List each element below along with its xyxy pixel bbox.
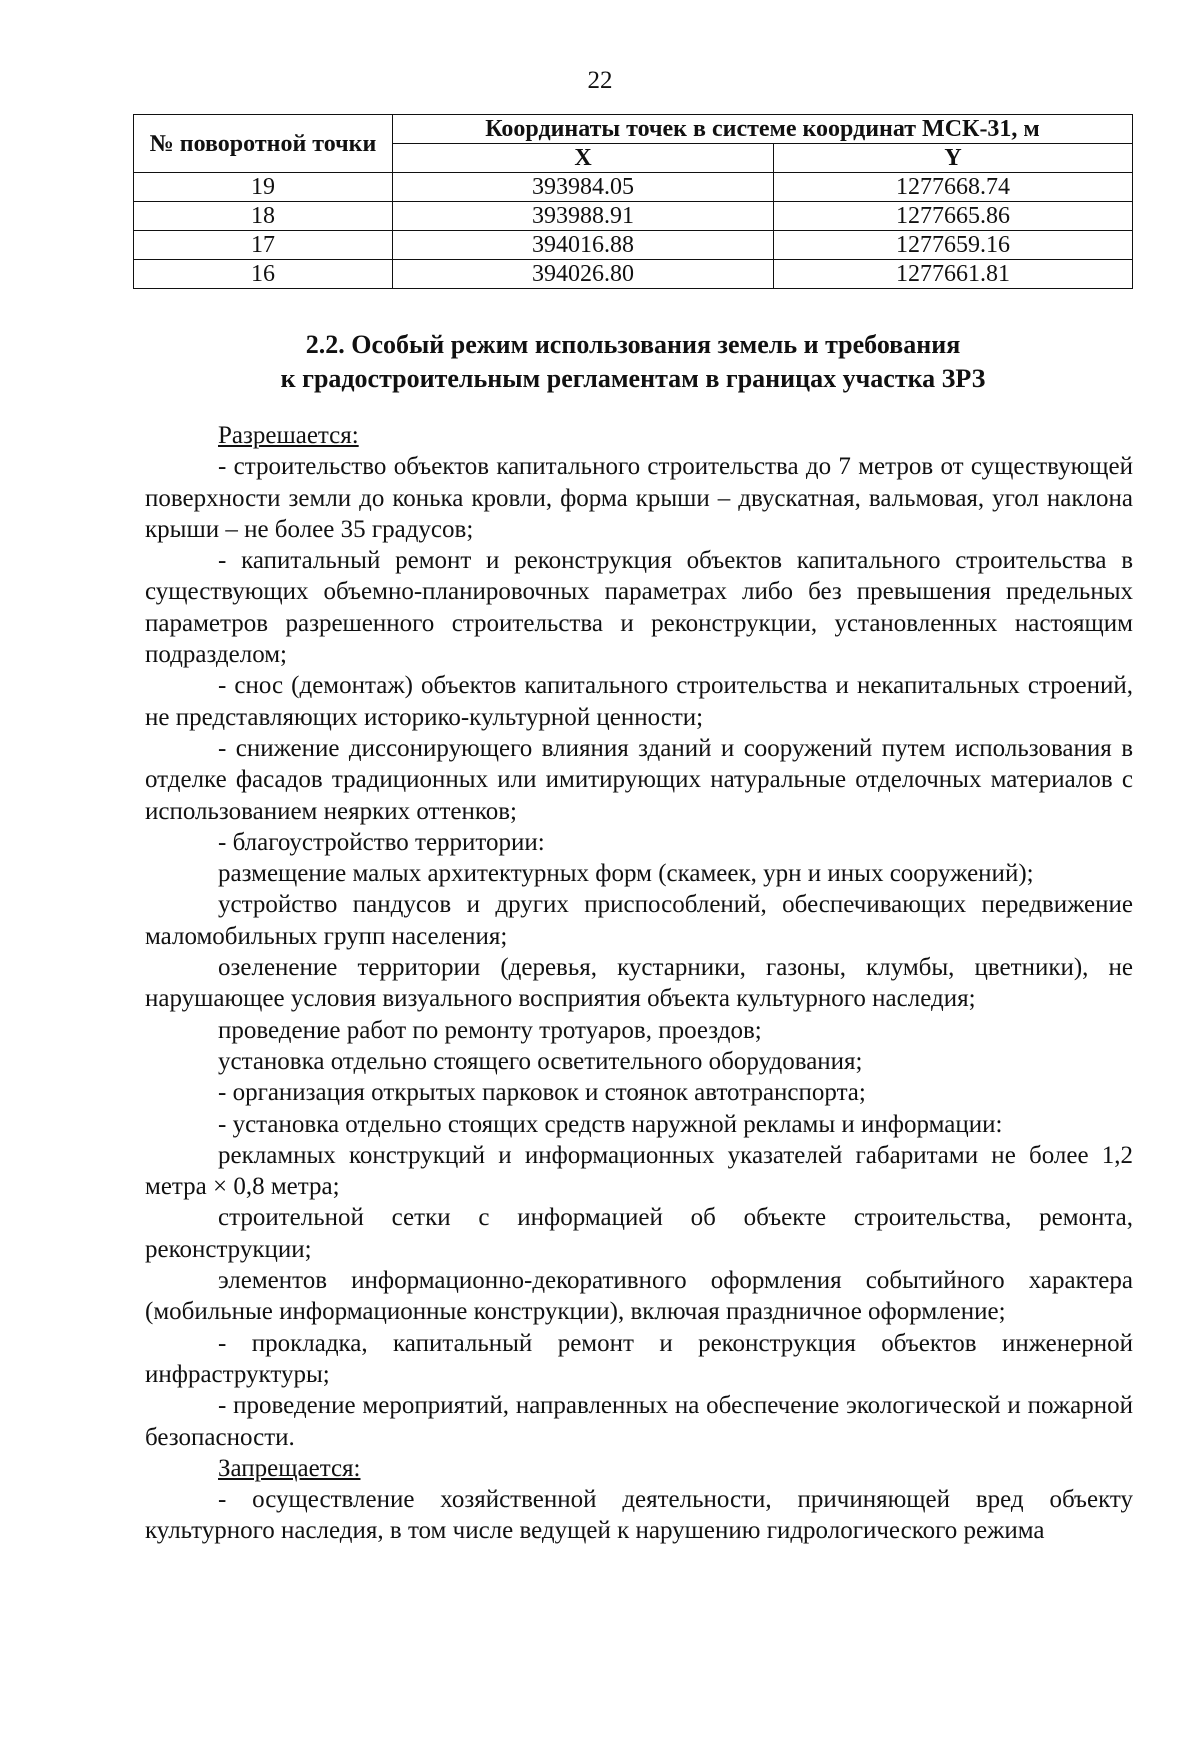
coordinates-table (133, 114, 1133, 289)
cell-point: 19 (134, 173, 393, 202)
cell-point: 17 (134, 231, 393, 260)
cell-x: 393984.05 (393, 173, 774, 202)
section-heading-line2: к градостроительным регламентам в границах участка ЗРЗ (280, 364, 986, 393)
paragraph: - снижение диссонирующего влияния зданий и сооружений путем использования в отделке фасадов традиционных или имитирующих натуральные отделочных материалов с использованием неярких оттенков; (145, 734, 1133, 825)
cell-y: 1277661.81 (774, 260, 1133, 289)
section-heading-line1: 2.2. Особый режим использования земель и требования (305, 330, 961, 359)
allowed-title: Разрешается: (218, 422, 359, 449)
paragraph: строительной сетки с информацией об объекте строительства, ремонта, реконструкции; (145, 1204, 1133, 1263)
paragraph: - проведение мероприятий, направленных на обеспечение экологической и пожарной безопасности. (145, 1392, 1133, 1451)
cell-y: 1277668.74 (774, 173, 1133, 202)
cell-x: 393988.91 (393, 202, 774, 231)
cell-point: 18 (134, 202, 393, 231)
paragraph: элементов информационно-декоративного оформления событийного характера (мобильные информационные конструкции), включая праздничное оформление; (145, 1267, 1133, 1326)
cell-y: 1277665.86 (774, 202, 1133, 231)
table-header-row (134, 115, 1133, 144)
table-row (134, 173, 1133, 202)
cell-x: 394016.88 (393, 231, 774, 260)
header-point-number: № поворотной точки (134, 115, 393, 173)
paragraph: рекламных конструкций и информационных указателей габаритами не более 1,2 метра × 0,8 метра; (145, 1141, 1133, 1201)
cell-y: 1277659.16 (774, 231, 1133, 260)
paragraph: - установка отдельно стоящих средств наружной рекламы и информации: (218, 1110, 1003, 1138)
paragraph: - организация открытых парковок и стоянок автотранспорта; (218, 1079, 866, 1107)
paragraph: озеленение территории (деревья, кустарники, газоны, клумбы, цветники), не нарушающее условия визуального восприятия объекта культурного наследия; (145, 954, 1133, 1013)
section-heading (133, 328, 1133, 396)
forbidden-title: Запрещается: (218, 1454, 361, 1482)
paragraph: - благоустройство территории: (218, 828, 545, 856)
table-row (134, 260, 1133, 289)
page-number: 22 (587, 67, 613, 94)
paragraph: - строительство объектов капитального строительства до 7 метров от существующей поверхности земли до конька кровли, форма крыши – двускатная, вальмовая, угол наклона крыши – не более 35 градусов; (145, 453, 1133, 543)
paragraph: - осуществление хозяйственной деятельности, причиняющей вред объекту культурного наследия, в том числе ведущей к нарушению гидрологического режима (145, 1486, 1133, 1545)
paragraph: - прокладка, капитальный ремонт и реконструкция объектов инженерной инфраструктуры; (145, 1329, 1133, 1388)
paragraph: - снос (демонтаж) объектов капитального строительства и некапитальных строений, не представляющих историко-культурной ценности; (145, 672, 1133, 731)
paragraph: размещение малых архитектурных форм (скамеек, урн и иных сооружений); (218, 860, 1034, 888)
header-coordinates: Координаты точек в системе координат МСК-31, м (393, 115, 1133, 144)
document-body (145, 420, 1133, 1547)
paragraph: проведение работ по ремонту тротуаров, проездов; (218, 1016, 762, 1044)
cell-point: 16 (134, 260, 393, 289)
table-row (134, 202, 1133, 231)
paragraph: - капитальный ремонт и реконструкция объектов капитального строительства в существующих объемно-планировочных параметрах либо без превышения предельных параметров разрешенного строительства и реконструкции, установленных настоящим подразделом; (145, 547, 1133, 669)
header-x: X (393, 144, 774, 173)
header-y: Y (774, 144, 1133, 173)
table-row (134, 231, 1133, 260)
cell-x: 394026.80 (393, 260, 774, 289)
paragraph: устройство пандусов и других приспособлений, обеспечивающих передвижение маломобильных групп населения; (145, 891, 1133, 950)
paragraph: установка отдельно стоящего осветительного оборудования; (218, 1047, 863, 1075)
